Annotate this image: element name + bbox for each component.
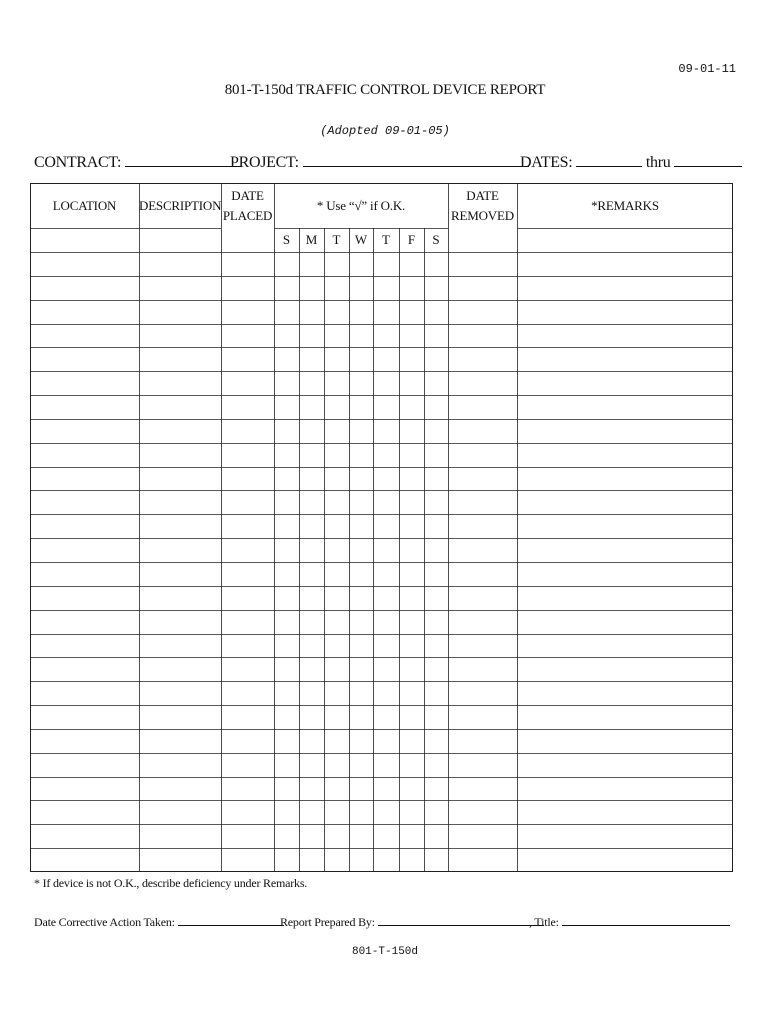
table-border bbox=[31, 184, 733, 872]
form-code-bottom: 801-T-150d bbox=[351, 946, 418, 958]
day-saturday: S bbox=[432, 232, 440, 247]
column-header-description: DESCRIPTION bbox=[139, 198, 222, 213]
remarks-footnote: * If device is not O.K., describe deficiency under Remarks. bbox=[34, 876, 308, 890]
corrective-action-blank[interactable] bbox=[178, 914, 284, 926]
project-field bbox=[230, 152, 529, 172]
title-label: , Title: bbox=[529, 915, 559, 929]
title-blank[interactable] bbox=[562, 914, 730, 926]
day-thursday: T bbox=[382, 232, 390, 247]
day-monday: M bbox=[305, 232, 318, 247]
corrective-action-field bbox=[34, 914, 284, 930]
day-tuesday: T bbox=[332, 232, 341, 247]
day-wednesday: W bbox=[354, 232, 368, 247]
contract-field bbox=[34, 152, 241, 172]
column-header-location: LOCATION bbox=[52, 198, 117, 213]
date-removed-line-2: REMOVED bbox=[451, 208, 514, 223]
thru-label: thru bbox=[645, 154, 671, 171]
prepared-by-field bbox=[280, 914, 544, 930]
column-header-remarks: *REMARKS bbox=[591, 198, 659, 213]
prepared-by-label: Report Prepared By: bbox=[280, 915, 375, 929]
dates-label: DATES: bbox=[520, 154, 573, 171]
page-title: 801-T-150d TRAFFIC CONTROL DEVICE REPORT bbox=[224, 82, 546, 98]
adopted-date: (Adopted 09-01-05) bbox=[320, 124, 450, 138]
day-sunday: S bbox=[282, 232, 291, 247]
prepared-by-blank[interactable] bbox=[378, 914, 544, 926]
column-header-use-check: * Use “√” if O.K. bbox=[316, 198, 406, 213]
date-placed-line-1: DATE bbox=[231, 188, 264, 203]
project-label: PROJECT: bbox=[230, 154, 299, 171]
device-report-table bbox=[30, 183, 733, 872]
contract-label: CONTRACT: bbox=[34, 154, 122, 171]
day-friday: F bbox=[407, 232, 416, 247]
table-grid-lines bbox=[30, 183, 733, 872]
form-code-top: 09-01-11 bbox=[678, 62, 736, 76]
project-blank[interactable] bbox=[303, 152, 529, 167]
dates-field bbox=[520, 152, 742, 172]
dates-from-blank[interactable] bbox=[576, 152, 642, 167]
corrective-action-label: Date Corrective Action Taken: bbox=[34, 915, 175, 929]
date-removed-line-1: DATE bbox=[466, 188, 499, 203]
contract-blank[interactable] bbox=[125, 152, 241, 167]
column-header-date-placed bbox=[221, 186, 274, 226]
column-header-date-removed bbox=[448, 186, 517, 226]
date-placed-line-2: PLACED bbox=[222, 208, 273, 223]
title-field bbox=[529, 914, 730, 930]
dates-thru-blank[interactable] bbox=[674, 152, 742, 167]
